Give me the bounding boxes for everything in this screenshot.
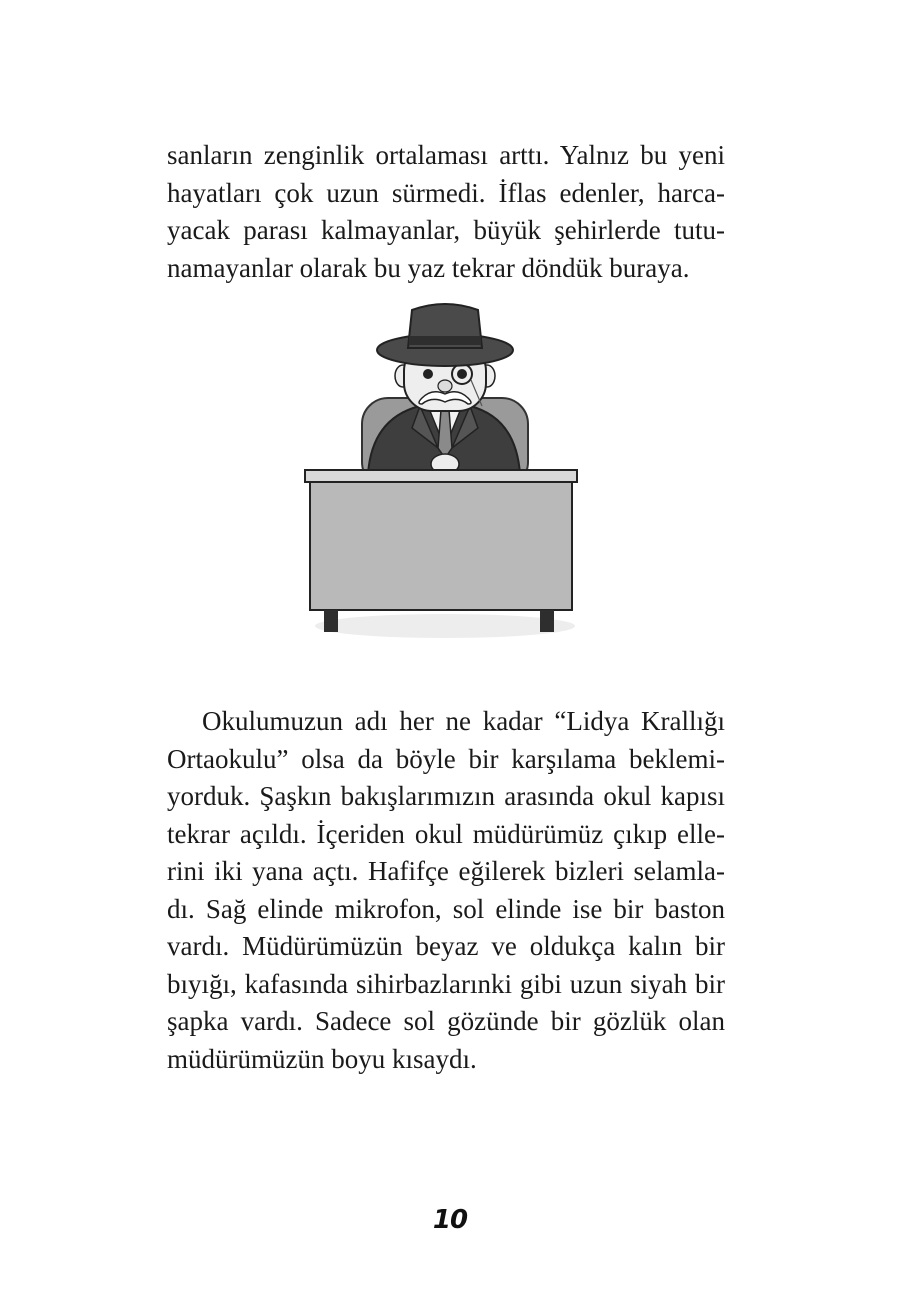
text-line: hayatları çok uzun sürmedi. İflas edenler, harca- [167, 177, 725, 208]
text-line: Ortaokulu” olsa da böyle bir karşılama beklemi- [167, 743, 725, 774]
desk-leg-right [540, 610, 554, 632]
text-line: yacak parası kalmayanlar, büyük şehirlerde tutu- [167, 215, 725, 245]
text-line: Okulumuzun adı her ne kadar “Lidya Krallığı [202, 706, 725, 736]
floor-shadow [315, 614, 575, 638]
text-line: bıyığı, kafasında sihirbazlarınki gibi uzun siyah bir [167, 968, 725, 999]
eye-right [457, 369, 467, 379]
text-line: namayanlar olarak bu yaz tekrar döndük buraya. [167, 252, 690, 283]
text-line: müdürümüzün boyu kısaydı. [167, 1043, 477, 1074]
eye-left [423, 369, 433, 379]
text-line: sanların zenginlik ortalaması arttı. Yalnız bu yeni [167, 140, 725, 170]
desk-leg-left [324, 610, 338, 632]
paragraph-bottom [167, 703, 725, 1078]
text-line: tekrar açıldı. İçeriden okul müdürümüz çıkıp elle- [167, 818, 725, 849]
text-line: yorduk. Şaşkın bakışlarımızın arasında okul kapısı [167, 781, 725, 811]
desk-body [310, 482, 572, 610]
text-line: şapka vardı. Sadece sol gözünde bir gözlük olan [167, 1006, 725, 1036]
nose [438, 380, 452, 392]
text-line: dı. Sağ elinde mikrofon, sol elinde ise bir baston [167, 893, 725, 924]
principal-at-desk-illustration [300, 298, 590, 648]
hat-band [409, 336, 481, 345]
page-number: 10 [432, 1205, 468, 1235]
tie [438, 410, 452, 458]
desk-top [305, 470, 577, 482]
paragraph-top [167, 137, 725, 287]
text-line: vardı. Müdürümüzün beyaz ve oldukça kalın bir [167, 931, 725, 961]
text-line: rini iki yana açtı. Hafifçe eğilerek bizleri selamla- [167, 856, 725, 886]
